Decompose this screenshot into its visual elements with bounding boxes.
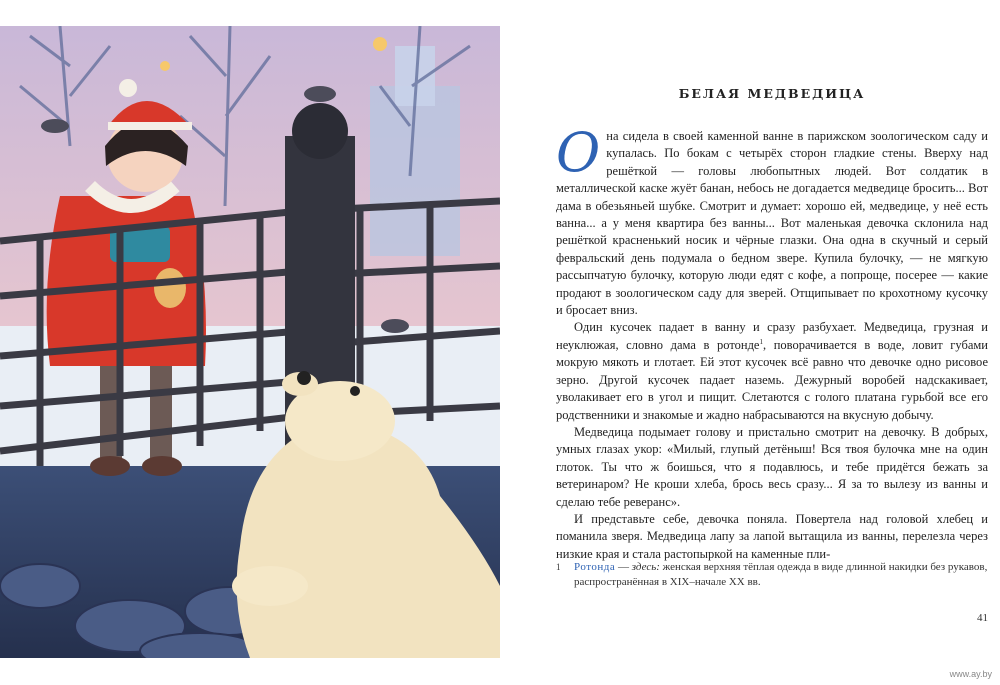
footnote-text: женская верхняя тёплая одежда в виде длинной накидки без рукавов, распространённая в XIX–начале XX вв. [574,561,988,588]
text-page [556,0,988,685]
footnote-reference[interactable]: 1 [759,337,763,346]
paragraph-4: И представьте себе, девочка поняла. Повертела над головой хлебец и поманила зверя. Медведица лапу за лапой вытащила из ванны, перелезла через низкие края и стала растопыркой на каменные пли- [556,511,988,561]
watermark: www.ay.by [949,669,992,679]
paragraph-2 [556,319,988,423]
paragraph-1-text: на сидела в своей каменной ванне в парижском зоологическом саду и купалась. По бокам с четырёх сторон гладкие стены. Вверху над решёткой — головы любопытных людей. Вот солдатик в металлической каске жуёт банан, небось не догадается медведице бросить... Вот дама в обезьяньей шубке. Смотрит и думает: хорошо ей, медведице, у неё есть ванна... а у меня квартира без ванны... Вот маленькая девочка склонила над решёткой красненький носик и чёрные глазки. Она одна в скучный и серый февральский день подумала о бедном звере. Купила булочку, — не мягкую рассыпчатую булочку, которую люди едят с кофе, а попроще, посерее — какие продают в зоологическом саду для зверей. Отщипывает по крохотному кусочку и бросает вниз. [556,129,988,318]
footnote-mark: 1 [556,562,561,572]
footnote-italic: здесь: [631,561,660,573]
illustration-svg [0,26,500,658]
paragraph-1 [556,121,988,319]
paragraph-2-text-after: , поворачивается в воде, ловит губами мокрую мякоть и глотает. Ей этот кусочек всё равно что девочке одно рисовое зерно. Другой кусочек падает наземь. Дежурный воробей надскакивает, уволакивает его в угол и пищит. Слетаются с голого платана гурьбой все его родственники и знакомые и жадно набрасываются на вкусную добычу. [556,337,988,422]
footnote-body [574,560,988,590]
paragraph-2-text-before: Один кусочек падает в ванну и сразу разбухает. Медведица, грузная и неуклюжая, словно дама в ротонде [556,320,988,352]
chapter-title: БЕЛАЯ МЕДВЕДИЦА [678,86,866,101]
illustration-girl-and-polar-bear [0,26,500,658]
paragraph-3: Медведица подымает голову и пристально смотрит на девочку. В добрых, умных глазах укор: «Милый, глупый детёныш! Вся твоя булочка мне на один глоток. Ты что ж боишься, что я подавлюсь, и тебе придётся бежать за ветеринаром? Не кроши хлеба, брось весь сразу... Я за то вылезу из ванны и сделаю тебе реверанс». [556,424,988,509]
footnote-dash: — [615,561,632,573]
page-number: 41 [977,612,988,624]
footnote-term: Ротонда [574,561,616,573]
dropcap-letter: О [556,121,601,184]
footnote [556,560,988,590]
body-text [556,121,988,563]
